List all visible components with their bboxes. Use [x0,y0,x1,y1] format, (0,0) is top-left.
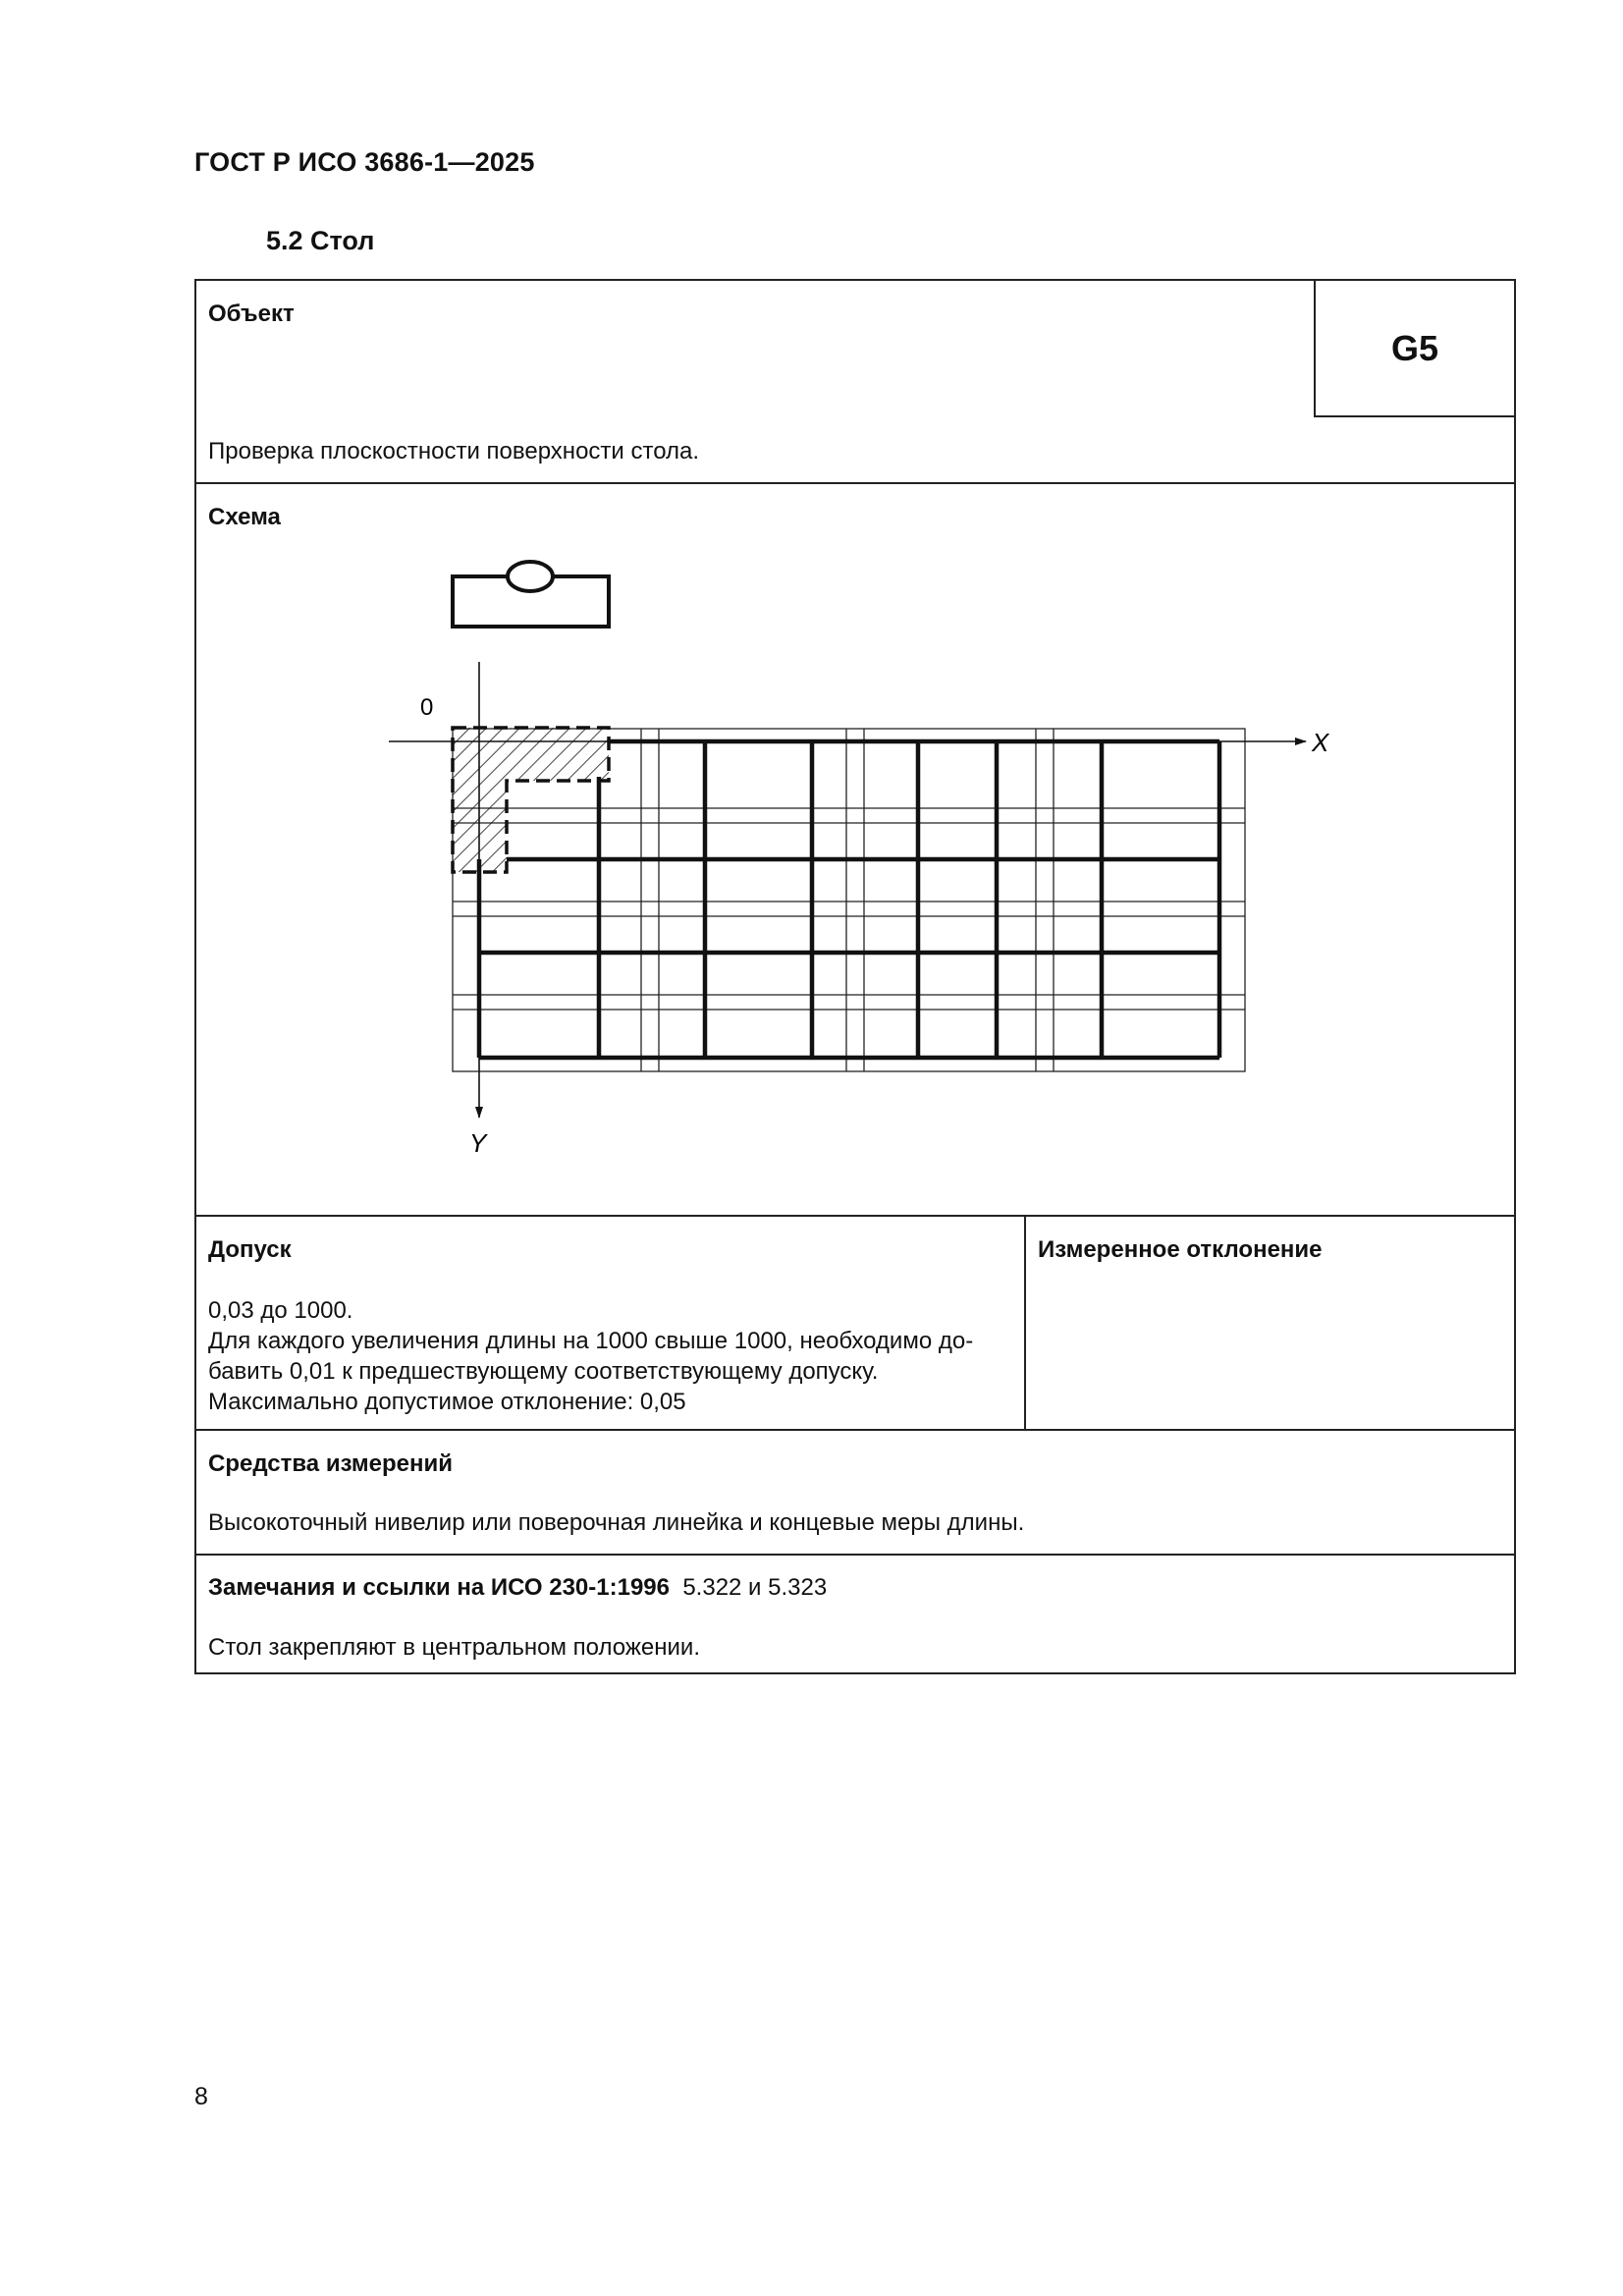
flatness-scheme-diagram [196,484,1514,1215]
page-number: 8 [194,2083,208,2110]
remarks-reference: 5.322 и 5.323 [682,1574,828,1601]
instruments-text: Высокоточный нивелир или поверочная линейка и концевые меры длины. [208,1509,1025,1536]
object-label: Объект [208,301,295,327]
measurement-grid [479,741,1219,1058]
instruments-label: Средства измерений [208,1450,454,1477]
origin-label: 0 [420,694,434,721]
document-header: ГОСТ Р ИСО 3686-1—2025 [194,147,535,177]
remarks-text: Стол закрепляют в центральном положении. [208,1634,700,1661]
scheme-row [196,484,1514,1217]
tolerance-line: бавить 0,01 к предшествующему соответствующему допуску. [208,1358,879,1385]
level-instrument-icon [453,562,609,627]
object-description: Проверка плоскостности поверхности стола. [208,438,700,465]
tolerance-text [208,1295,973,1417]
remarks-heading [208,1572,827,1603]
object-row [196,281,1514,484]
scheme-label: Схема [208,504,281,530]
section-title: 5.2 Стол [266,226,375,255]
tolerance-row [196,1217,1514,1431]
remarks-label: Замечания и ссылки на ИСО 230-1:1996 [208,1574,670,1601]
column-divider [1024,1217,1026,1429]
reference-square-hatched [453,728,609,872]
tolerance-label: Допуск [208,1236,292,1263]
tolerance-line: Для каждого увеличения длины на 1000 свыше 1000, необходимо до- [208,1328,974,1354]
x-axis-label: X [1312,728,1329,757]
tolerance-line: 0,03 до 1000. [208,1297,353,1324]
y-axis-label: Y [469,1128,487,1158]
tolerance-line: Максимально допустимое отклонение: 0,05 [208,1389,686,1415]
measured-deviation-label: Измеренное отклонение [1038,1236,1323,1263]
remarks-row [196,1556,1514,1676]
check-table [194,279,1516,1674]
check-code: G5 [1314,281,1514,417]
instruments-row [196,1431,1514,1556]
